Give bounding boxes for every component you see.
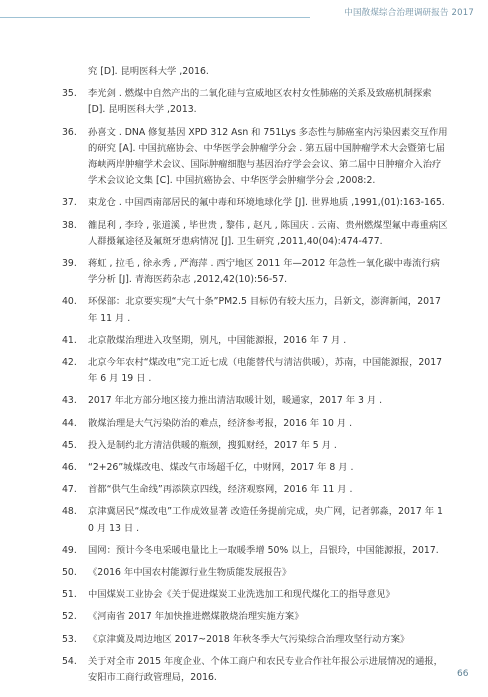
reference-text: 环保部：北京要实现“大气十条”PM2.5 目标仍有较大压力，吕新文，澎湃新闻，2017 年 11 月 . [88,296,441,324]
reference-item-39 [62,256,448,288]
reference-list [62,64,448,692]
reference-number: 47. [62,484,77,496]
reference-item-44 [62,416,448,432]
reference-item-37 [62,195,448,211]
reference-item-41 [62,333,448,349]
reference-text: 首都“供气生命线”再添陕京四线，经济观察网，2016 年 11 月 . [88,484,353,496]
reference-number: 46. [62,462,77,474]
reference-text: 北京散煤治理进入攻坚期，别凡，中国能源报，2016 年 7 月 . [88,334,347,346]
reference-item-42 [62,355,448,387]
reference-number: 36. [62,126,77,138]
reference-number: 43. [62,395,77,407]
reference-number: 49. [62,544,77,556]
reference-item-49 [62,543,448,559]
reference-text: 2017 年北方部分地区接力推出清洁取暖计划，暖通家，2017 年 3 月 . [88,395,383,407]
reference-number: 50. [62,567,77,579]
reference-text: 蒋虹 , 拉毛 , 徐永秀 , 严海萍 . 西宁地区 2011 年—2012 年急性一氧化碳中毒流行病学分析 [J]. 青海医药杂志 ,2012,42(10):56-57. [88,258,440,286]
reference-text: 投入是制约北方清洁供暖的瓶颈，搜狐财经，2017 年 5 月 . [88,439,337,451]
reference-number: 42. [62,357,77,369]
header-rule [0,17,310,18]
reference-item-53 [62,632,448,648]
reference-item-35 [62,86,448,118]
reference-item-43 [62,393,448,409]
reference-item-50 [62,565,448,581]
reference-text: 究 [D]. 昆明医科大学 ,2016. [88,66,209,77]
reference-number: 38. [62,219,77,231]
reference-item-52 [62,609,448,625]
reference-item-48 [62,504,448,536]
reference-text: 孙喜文 . DNA 修复基因 XPD 312 Asn 和 751Lys 多态性与肺癌室内污染因素交互作用的研究 [A]. 中国抗癌协会、中华医学会肿瘤学分会 . 第五届中国肿瘤学术大会暨第七届海峡两岸肿瘤学术会议、国际肿瘤细胞与基因治疗学会会议、第二届中日肿瘤介入治疗学术会议论文集 [C]. 中国抗癌协会、中华医学会肿瘤学分会 ,2008:2. [88,126,448,187]
reference-number: 44. [62,417,77,429]
reference-text: 束龙仓 . 中国西南部居民的氟中毒和环境地球化学 [J]. 世界地质 ,1991,(01):163-165. [88,197,445,209]
reference-text: 中国煤炭工业协会《关于促进煤炭工业洗选加工和现代煤化工的指导意见》 [88,589,395,601]
reference-number: 45. [62,439,77,451]
reference-item-54 [62,654,448,686]
page-number: 66 [457,669,469,679]
reference-number: 35. [62,88,77,100]
reference-number: 54. [62,655,77,667]
reference-text: 国网：预计今冬电采暖电量比上一取暖季增 50% 以上，吕银玲，中国能源报，2017. [88,544,439,556]
reference-item-36 [62,125,448,190]
reference-number: 51. [62,589,77,601]
reference-text: 北京今年农村“煤改电”完工近七成（电能替代与清洁供暖），苏南，中国能源报，2017 年 6 月 19 日 . [88,357,443,385]
reference-number: 52. [62,611,77,623]
reference-item-51 [62,587,448,603]
reference-text: 雒昆利 , 李玲 , 张道溪 , 毕世贵 , 黎伟 , 赵凡 , 陈国庆 . 云南、贵州燃煤型氟中毒重病区人群摄氟途径及氟斑牙患病情况 [J]. 卫生研究 ,2011,40(04):474-477. [88,219,448,247]
reference-item-38 [62,218,448,250]
reference-item-47 [62,482,448,498]
reference-number: 48. [62,506,77,518]
reference-item-46 [62,460,448,476]
reference-text: “2+26”城煤改电、煤改气市场超千亿，中财网，2017 年 8 月 . [88,462,354,474]
reference-number: 40. [62,296,77,308]
reference-item-40 [62,294,448,326]
reference-number: 37. [62,197,77,209]
reference-text: 《2016 年中国农村能源行业生物质能发展报告》 [88,567,292,579]
reference-number: 41. [62,334,77,346]
reference-number: 39. [62,258,77,270]
reference-continuation [62,64,448,80]
reference-number: 53. [62,633,77,645]
reference-text: 关于对全市 2015 年度企业、个体工商户和农民专业合作社年报公示进展情况的通报，安阳市工商行政管理局，2016. [88,655,443,684]
reference-text: 《京津冀及周边地区 2017~2018 年秋冬季大气污染综合治理攻坚行动方案》 [88,633,410,645]
reference-text: 李光剑 . 燃煤中自然产出的二氧化硅与宣威地区农村女性肺癌的关系及致癌机制探索 [D]. 昆明医科大学 ,2013. [88,88,432,116]
running-header-title: 中国散煤综合治理调研报告 2017 [344,8,474,18]
reference-text: 《河南省 2017 年加快推进燃煤散烧治理实施方案》 [88,611,304,623]
reference-item-45 [62,438,448,454]
reference-text: 京津冀居民“煤改电”工作成效显著 改造任务提前完成，央广网，记者郭淼，2017 年 10 月 13 日 . [88,506,443,534]
reference-text: 散煤治理是大气污染防治的难点，经济参考报，2016 年 10 月 . [88,417,353,429]
